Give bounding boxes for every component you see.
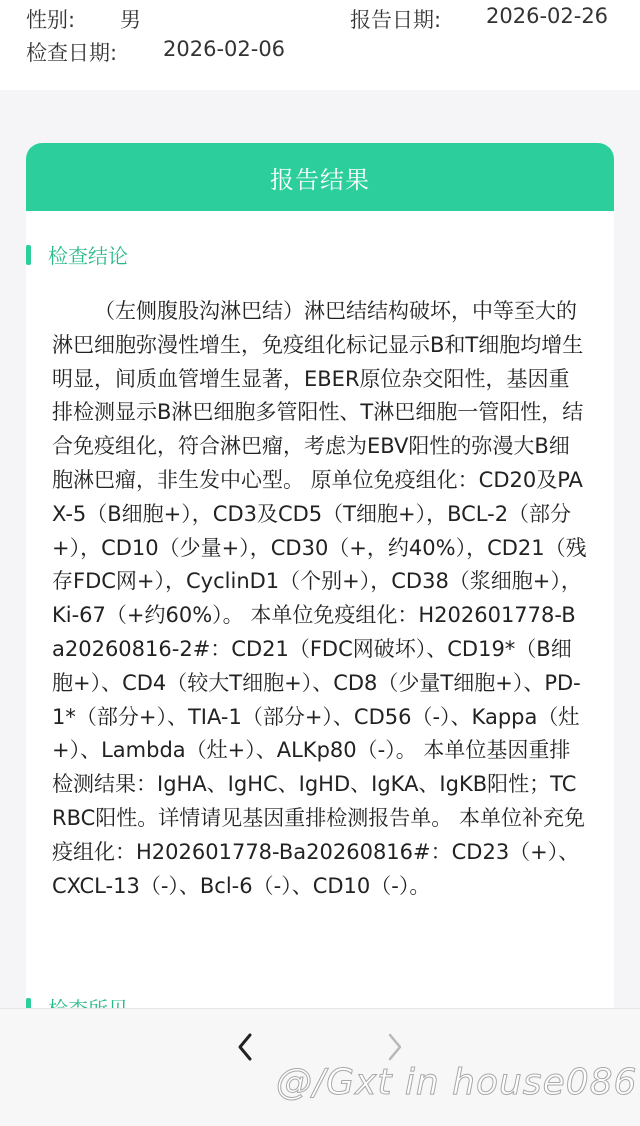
conclusion-text: （左侧腹股沟淋巴结）淋巴结结构破坏，中等至大的淋巴细胞弥漫性增生，免疫组化标记显示B和T细胞均增生明显，间质血管增生显著，EBER原位杂交阳性，基因重排检测显示B淋巴细胞多管阳性、T淋巴细胞一管阳性，结合免疫组化，符合淋巴瘤，考虑为EBV阳性的弥漫大B细胞淋巴瘤，非生发中心型。 原单位免疫组化：CD20及PAX-5（B细胞+），CD3及CD5（T细胞+），BCL-2（部分+），CD10（少量+），CD30（+，约40%），CD21（残存FDC网+），CyclinD1（个别+），CD38（浆细胞+），Ki-67（+约60%）。 本单位免疫组化：H202601778-Ba20260816-2#：CD21（FDC网破坏）、CD19*（B细胞+）、CD4（较大T细胞+）、CD8（少量T细胞+）、PD-1*（部分+）、TIA-1（部分+）、CD56（-）、Kappa（灶+）、Lambda（灶+）、ALKp80（-）。 本单位基因重排检测结果：IgHA、IgHC、IgHD、IgKA、IgKB阳性；TCRBC阳性。详情请见基因重排检测报告单。 本单位补充免疫组化：H202601778-Ba20260816#：CD23（+）、CXCL-13（-）、Bcl-6（-）、CD10（-）。 <box>52 299 587 898</box>
back-button[interactable] <box>226 1027 266 1067</box>
gender-value: 男 <box>120 8 141 32</box>
report-date-label: 报告日期: <box>350 8 442 32</box>
conclusion-section-title <box>26 240 128 269</box>
exam-date-label: 检查日期: <box>26 41 118 65</box>
forward-button[interactable] <box>374 1027 414 1067</box>
chevron-right-icon <box>374 1027 414 1067</box>
watermark-text: @/Gxt in house086 <box>276 1062 638 1103</box>
gender-label: 性别: <box>26 8 76 32</box>
chevron-left-icon <box>226 1027 266 1067</box>
patient-info-panel <box>0 0 640 90</box>
report-date-value: 2026-02-26 <box>486 4 609 28</box>
exam-date-value: 2026-02-06 <box>163 37 286 61</box>
card-header: 报告结果 <box>26 143 614 211</box>
report-result-card <box>26 143 614 1043</box>
section-marker <box>26 245 31 265</box>
conclusion-title-label: 检查结论 <box>48 244 128 268</box>
